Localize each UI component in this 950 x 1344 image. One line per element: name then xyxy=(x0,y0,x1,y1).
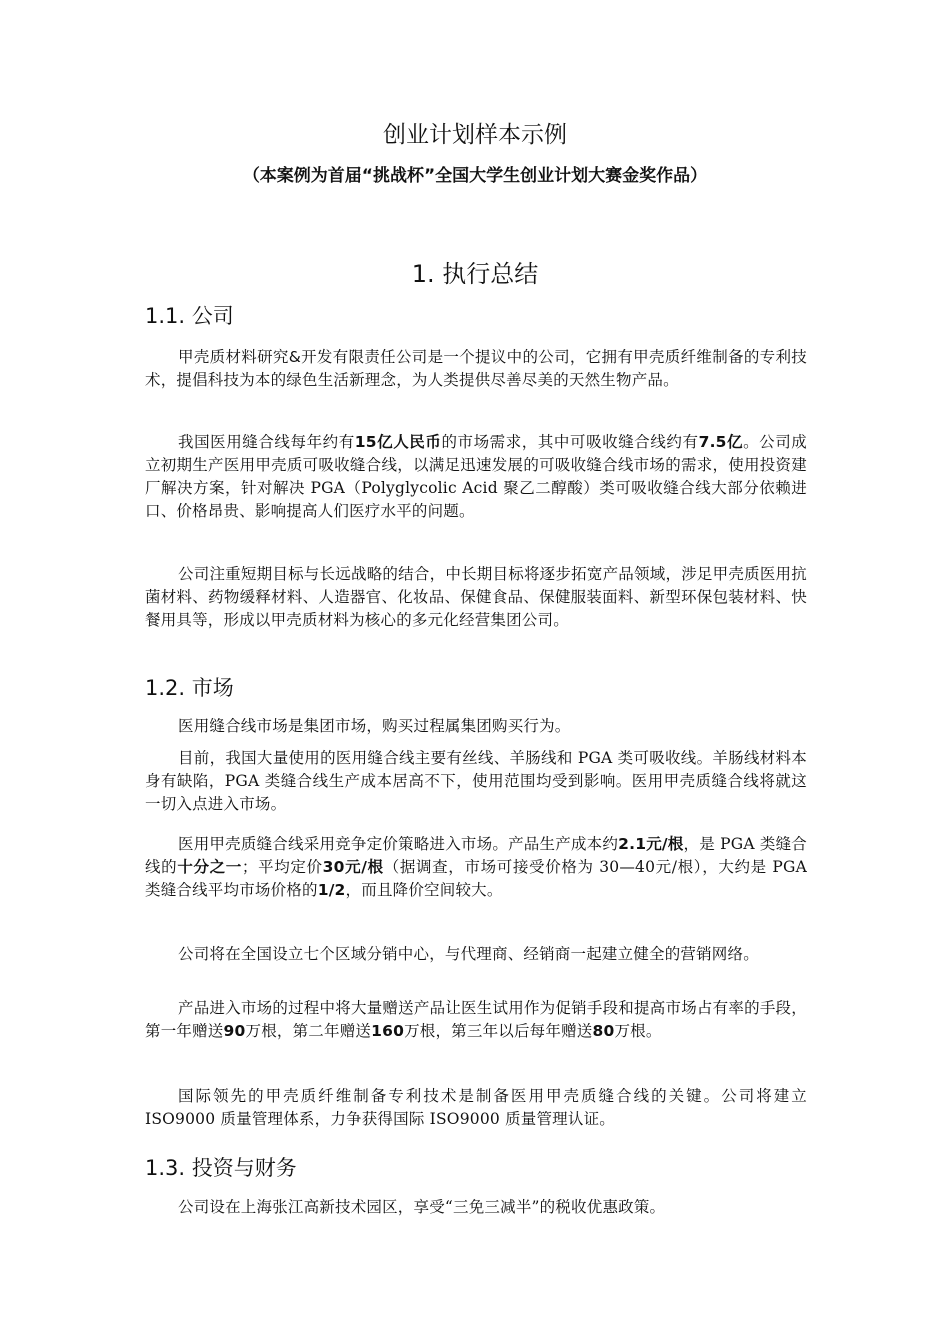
document-title: 创业计划样本示例 xyxy=(383,122,567,148)
section-heading-market: 1.2. 市场 xyxy=(145,676,234,700)
price-ratio: 1/2 xyxy=(317,881,346,899)
market-paragraph-4: 公司将在全国设立七个区域分销中心，与代理商、经销商一起建立健全的营销网络。 xyxy=(178,945,759,963)
company-name: 甲壳质材料研究&开发有限责任公司 xyxy=(178,348,428,366)
market-paragraph-5: 产品进入市场的过程中将大量赠送产品让医生试用作为促销手段和提高市场占有率的手段，第一年赠送90万根，第二年赠送160万根，第三年以后每年赠送80万根。 xyxy=(145,999,807,1040)
investment-paragraph-1: 公司设在上海张江高新技术园区，享受“三免三减半”的税收优惠政策。 xyxy=(178,1198,666,1216)
giveaway-year2: 160 xyxy=(371,1022,405,1040)
section-heading-company: 1.1. 公司 xyxy=(145,304,234,328)
market-paragraph-2: 目前，我国大量使用的医用缝合线主要有丝线、羊肠线和 PGA 类可吸收线。羊肠线材料本身有缺陷，PGA 类缝合线生产成本居高不下，使用范围均受到影响。医用甲壳质缝合线将就这一切入点进入市场。 xyxy=(145,749,807,813)
price-value: 30元/根 xyxy=(322,858,384,876)
company-paragraph-2: 我国医用缝合线每年约有15亿人民币的市场需求，其中可吸收缝合线约有7.5亿。公司成立初期生产医用甲壳质可吸收缝合线，以满足迅速发展的可吸收缝合线市场的需求，使用投资建厂解决方案，针对解决 PGA（Polyglycolic Acid 聚乙二醇酸）类可吸收缝合线大部分依赖进口、价格昂贵、影响提高人们医疗水平的问题。 xyxy=(145,433,808,520)
company-paragraph-1: 甲壳质材料研究&开发有限责任公司是一个提议中的公司，它拥有甲壳质纤维制备的专利技术，提倡科技为本的绿色生活新理念，为人类提供尽善尽美的天然生物产品。 xyxy=(145,348,807,389)
section-heading-investment: 1.3. 投资与财务 xyxy=(145,1156,297,1180)
company-paragraph-3: 公司注重短期目标与长远战略的结合，中长期目标将逐步拓宽产品领域，涉足甲壳质医用抗菌材料、药物缓释材料、人造器官、化妆品、保健食品、保健服装面料、新型环保包装材料、快餐用具等，形成以甲壳质材料为核心的多元化经营集团公司。 xyxy=(145,565,807,629)
cost-ratio: 十分之一 xyxy=(177,858,242,876)
giveaway-year3: 80 xyxy=(592,1022,615,1040)
market-paragraph-3: 医用甲壳质缝合线采用竞争定价策略进入市场。产品生产成本约2.1元/根，是 PGA 类缝合线的十分之一；平均定价30元/根（据调查，市场可接受价格为 30—40元/根），大约是 PGA 类缝合线平均市场价格的1/2，而且降价空间较大。 xyxy=(145,835,808,899)
absorbable-size-value: 7.5亿 xyxy=(698,433,744,451)
market-paragraph-6: 国际领先的甲壳质纤维制备专利技术是制备医用甲壳质缝合线的关键。公司将建立 ISO9000 质量管理体系，力争获得国际 ISO9000 质量管理认证。 xyxy=(145,1087,807,1128)
document-subtitle: （本案例为首届“挑战杯”全国大学生创业计划大赛金奖作品） xyxy=(242,166,708,186)
cost-value: 2.1元/根 xyxy=(618,835,684,853)
chapter-heading: 1. 执行总结 xyxy=(411,260,539,288)
giveaway-year1: 90 xyxy=(223,1022,246,1040)
market-paragraph-1: 医用缝合线市场是集团市场，购买过程属集团购买行为。 xyxy=(178,717,571,735)
market-size-value: 15亿人民币 xyxy=(354,433,442,451)
